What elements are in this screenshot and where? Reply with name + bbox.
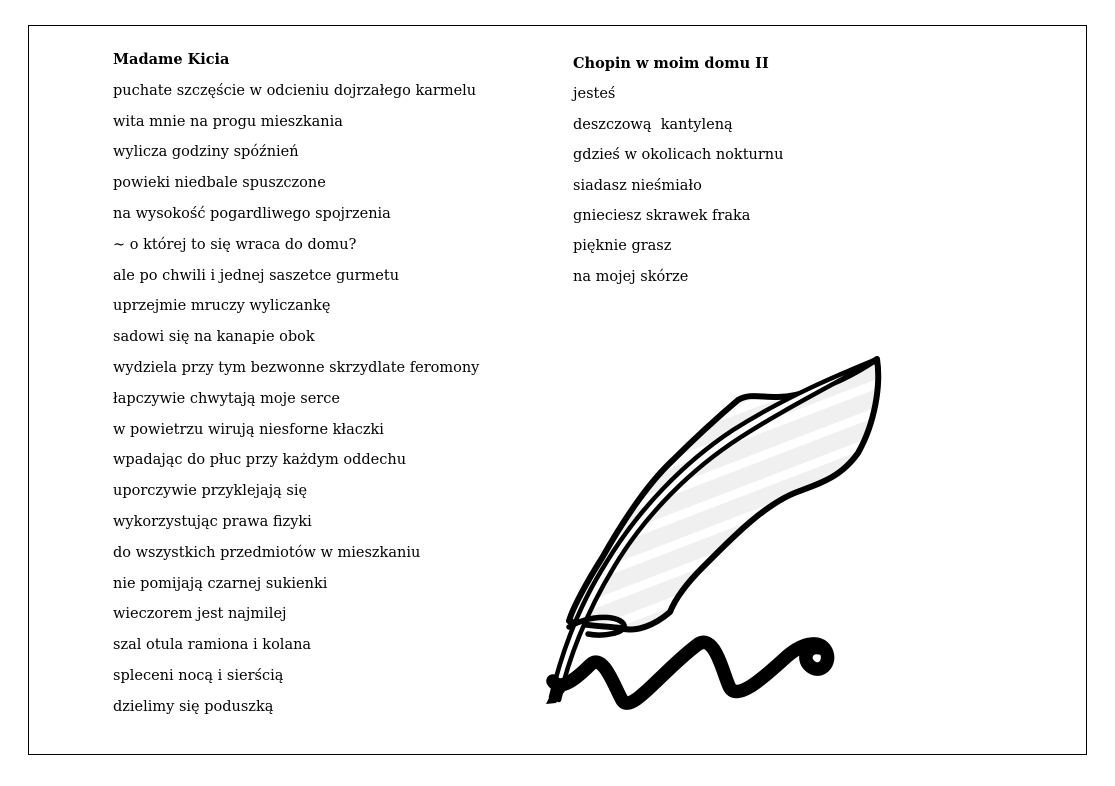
poem-line: dzielimy się poduszką [113,698,274,715]
poem-lines [573,79,783,292]
poem-line: powieki niedbale spuszczone [113,175,326,192]
poem-title: Madame Kicia [113,51,230,68]
poem-line: wylicza godziny spóźnień [113,144,299,161]
poem-line: wieczorem jest najmilej [113,606,287,623]
poem-line: ale po chwili i jednej saszetce gurmetu [113,267,400,284]
poem-lines [113,76,479,723]
poem-line: nie pomijają czarnej sukienki [113,575,328,592]
poem-line: gnieciesz skrawek fraka [573,208,751,225]
poem-line: szal otula ramiona i kolana [113,637,312,654]
poem-line: ~ o której to się wraca do domu? [113,236,357,253]
poem-title: Chopin w moim domu II [573,55,769,72]
poem-line: łapczywie chwytają moje serce [113,390,340,407]
poem-line: do wszystkich przedmiotów w mieszkaniu [113,544,421,561]
poem-line: puchate szczęście w odcieniu dojrzałego karmelu [113,82,477,99]
poem-line: siadasz nieśmiało [573,177,702,194]
poem-line: wykorzystując prawa fizyki [113,513,312,530]
poem-madame-kicia [113,45,479,723]
poem-line: wita mnie na progu mieszkania [113,113,343,130]
poem-line: jesteś [573,86,616,103]
poem-line: uprzejmie mruczy wyliczankę [113,298,331,315]
poem-chopin-w-moim-domu [573,49,783,292]
poem-line: sadowi się na kanapie obok [113,329,315,346]
poem-line: uporczywie przyklejają się [113,483,308,500]
poem-line: wpadając do płuc przy każdym oddechu [113,452,407,469]
poem-line: pięknie grasz [573,238,672,255]
poem-line: w powietrzu wirują niesforne kłaczki [113,421,384,438]
poem-line: gdzieś w okolicach nokturnu [573,147,784,164]
poem-line: deszczową kantyleną [573,116,733,133]
page-border [28,25,1087,755]
poem-line: na mojej skórze [573,268,689,285]
poem-line: wydziela przy tym bezwonne skrzydlate feromony [113,359,480,376]
poem-line: spleceni nocą i sierścią [113,667,284,684]
quill-pen-icon [533,345,888,720]
poem-line: na wysokość pogardliwego spojrzenia [113,205,391,222]
quill-illustration [533,345,888,720]
